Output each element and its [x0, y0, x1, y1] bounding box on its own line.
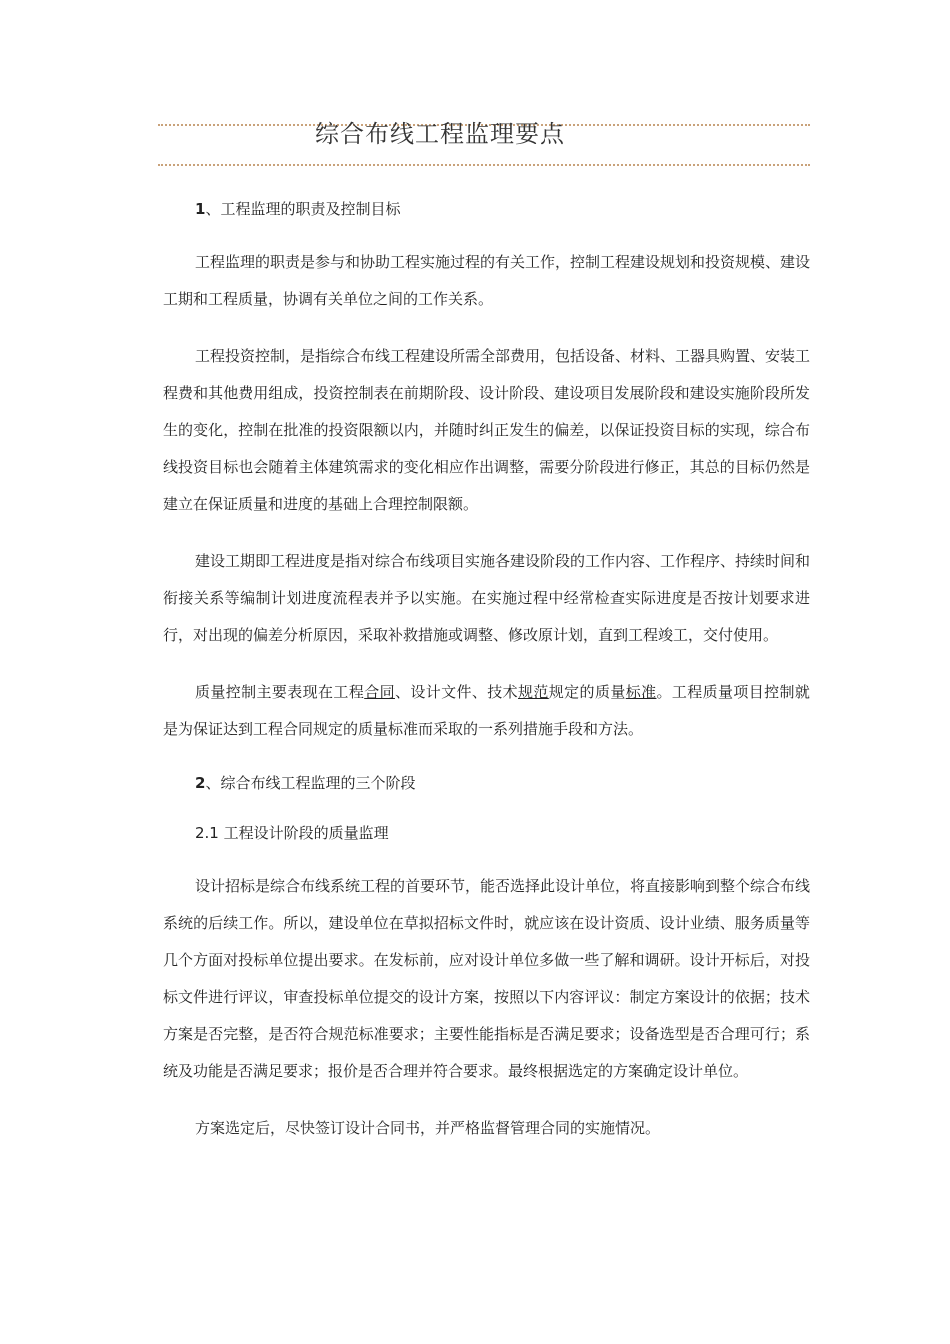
paragraph-quality-control — [163, 674, 810, 748]
link-specification[interactable]: 规范 — [518, 683, 549, 701]
text-run: 质量控制主要表现在工程 — [195, 683, 365, 701]
text-run: 规定的质量 — [548, 683, 626, 701]
paragraph-design-tender: 设计招标是综合布线系统工程的首要环节，能否选择此设计单位，将直接影响到整个综合布线系统的后续工作。所以，建设单位在草拟招标文件时，就应该在设计资质、设计业绩、服务质量等几个方面对投标单位提出要求。在发标前，应对设计单位多做一些了解和调研。设计开标后，对投标文件进行评议，审查投标单位提交的设计方案，按照以下内容评议：制定方案设计的依据；技术方案是否完整，是否符合规范标准要求；主要性能指标是否满足要求；设备选型是否合理可行；系统及功能是否满足要求；报价是否合理并符合要求。最终根据选定的方案确定设计单位。 — [163, 877, 811, 1080]
title-bottom-rule — [158, 164, 810, 166]
document-body — [163, 194, 810, 1167]
section-heading-1 — [163, 194, 810, 224]
paragraph-investment-control: 工程投资控制，是指综合布线工程建设所需全部费用，包括设备、材料、工器具购置、安装工程费和其他费用组成，投资控制表在前期阶段、设计阶段、建设项目发展阶段和建设实施阶段所发生的变化，控制在批准的投资限额以内，并随时纠正发生的偏差，以保证投资目标的实现，综合布线投资目标也会随着主体建筑需求的变化相应作出调整，需要分阶段进行修正，其总的目标仍然是建立在保证质量和进度的基础上合理控制限额。 — [163, 347, 811, 513]
section-title: 、综合布线工程监理的三个阶段 — [205, 774, 416, 792]
section-number: 1 — [195, 200, 206, 218]
section-title: 、工程监理的职责及控制目标 — [205, 200, 401, 218]
section-heading-2-1 — [163, 818, 810, 848]
section-number: 2 — [195, 774, 206, 792]
text-run: 。工程质量项目控制就是为保证达到工程合同规定的质量标准而采取的一系列措施手段和方法。 — [163, 683, 810, 738]
text-run: 、设计文件、技术 — [394, 683, 519, 701]
section-title: 工程设计阶段的质量监理 — [218, 824, 389, 842]
paragraph-schedule-control: 建设工期即工程进度是指对综合布线项目实施各建设阶段的工作内容、工作程序、持续时间和衔接关系等编制计划进度流程表并予以实施。在实施过程中经常检查实际进度是否按计划要求进行，对出现的偏差分析原因，采取补救措施或调整、修改原计划，直到工程竣工，交付使用。 — [163, 552, 811, 644]
paragraph-duties: 工程监理的职责是参与和协助工程实施过程的有关工作，控制工程建设规划和投资规模、建设工期和工程质量，协调有关单位之间的工作关系。 — [163, 253, 811, 308]
link-contract[interactable]: 合同 — [364, 683, 395, 701]
section-number: 2.1 — [195, 824, 219, 842]
paragraph-design-contract: 方案选定后，尽快签订设计合同书，并严格监督管理合同的实施情况。 — [195, 1119, 661, 1137]
section-heading-2 — [163, 768, 810, 798]
link-standard[interactable]: 标准 — [625, 683, 657, 701]
page-title: 综合布线工程监理要点 — [315, 120, 565, 148]
